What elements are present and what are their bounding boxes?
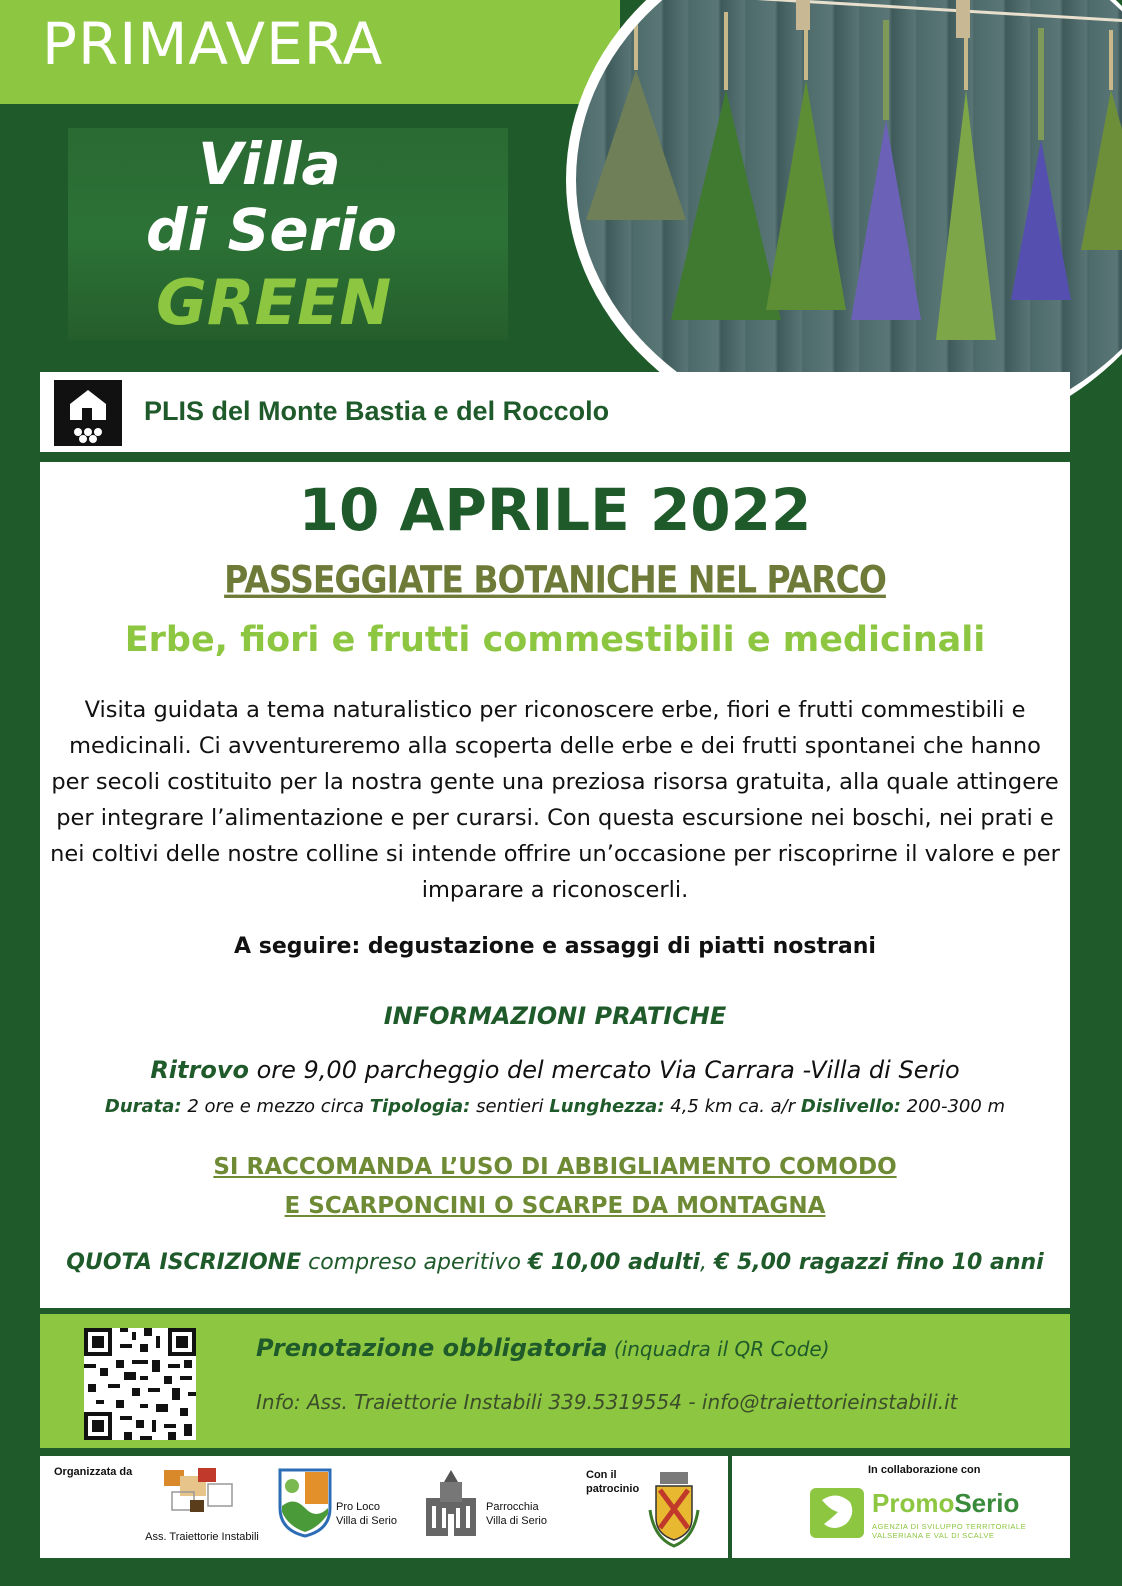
booking-note: (inquadra il QR Code) [607, 1337, 830, 1361]
type-label: Tipologia: [369, 1096, 471, 1117]
pro-loco-shield-icon [278, 1468, 332, 1538]
parish-name [486, 1500, 560, 1528]
logo-line-di-serio: di Serio [146, 196, 398, 264]
recommendation-line-2: E SCARPONCINI O SCARPE DA MONTAGNA [284, 1193, 826, 1219]
meeting-text: ore 9,00 parcheggio del mercato Via Carrara -Villa di Serio [248, 1056, 960, 1084]
parish-church-icon [420, 1468, 482, 1538]
park-name: PLIS del Monte Bastia e del Roccolo [144, 396, 610, 426]
season-bar [0, 0, 620, 104]
patronage-label [586, 1468, 646, 1496]
promoserio-name [872, 1488, 1019, 1519]
elevation-value: 200-300 m [900, 1096, 1006, 1117]
promoserio-mark-icon [810, 1488, 864, 1538]
footer-divider [728, 1456, 732, 1558]
pro-loco-line-1: Pro Loco [336, 1501, 381, 1513]
trip-details [40, 1096, 1070, 1117]
booking-line [256, 1334, 830, 1362]
length-value: 4,5 km ca. a/r [664, 1096, 801, 1117]
logo-line-villa: Villa [198, 130, 341, 198]
traiettorie-instabili-logo [158, 1466, 242, 1518]
event-panel [40, 462, 1070, 1308]
promo-part-a: Promo [872, 1488, 955, 1518]
pro-loco-line-2: Villa di Serio [336, 1515, 397, 1527]
promo-part-b: Serio [954, 1488, 1020, 1518]
season-label: PRIMAVERA [42, 10, 384, 78]
type-value: sentieri [470, 1096, 550, 1117]
organized-by-label: Organizzata da [54, 1466, 133, 1478]
promoserio-tagline: AGENZIA DI SVILUPPO TERRITORIALE VALSERIANA E VAL DI SCALVE [872, 1522, 1027, 1540]
pro-loco-name [336, 1500, 410, 1528]
meeting-point [40, 1056, 1070, 1084]
villa-di-serio-green-logo [68, 128, 508, 340]
footer-sponsors [40, 1456, 1070, 1558]
qr-code-icon[interactable] [84, 1328, 196, 1440]
patronage-line-1: Con il [586, 1469, 617, 1481]
patronage-line-2: patrocinio [586, 1483, 640, 1495]
parish-line-1: Parrocchia [486, 1501, 539, 1513]
recommendation-line-1: SI RACCOMANDA L’USO DI ABBIGLIAMENTO COMODO [213, 1154, 897, 1180]
fee-middle: compreso aperitivo [301, 1250, 528, 1275]
park-strip [40, 372, 1070, 452]
contact-info[interactable]: Info: Ass. Traiettorie Instabili 339.5319554 - info@traiettorieinstabili.it [256, 1390, 958, 1414]
event-title: PASSEGGIATE BOTANICHE NEL PARCO [224, 557, 886, 602]
fee-adults: € 10,00 adulti [527, 1250, 700, 1275]
logo-line-green: GREEN [156, 266, 392, 339]
duration-label: Durata: [104, 1096, 182, 1117]
collaboration-label: In collaborazione con [868, 1464, 981, 1476]
fee-label: QUOTA ISCRIZIONE [66, 1250, 302, 1275]
municipal-crest-icon [646, 1470, 702, 1548]
meeting-label: Ritrovo [150, 1056, 249, 1084]
fee-separator: , [699, 1250, 714, 1275]
info-heading: INFORMAZIONI PRATICHE [383, 1002, 727, 1030]
booking-label: Prenotazione obbligatoria [256, 1334, 608, 1362]
duration-value: 2 ore e mezzo circa [181, 1096, 370, 1117]
event-subtitle: Erbe, fiori e frutti commestibili e medicinali [124, 620, 986, 660]
org1-name: Ass. Traiettorie Instabili [145, 1531, 259, 1543]
fee-kids: € 5,00 ragazzi fino 10 anni [713, 1250, 1044, 1275]
event-date: 10 APRILE 2022 [298, 476, 812, 544]
registration-fee [40, 1250, 1070, 1275]
recommendation [40, 1148, 1070, 1226]
elevation-label: Dislivello: [800, 1096, 901, 1117]
parish-line-2: Villa di Serio [486, 1515, 547, 1527]
park-logo-icon [54, 380, 122, 446]
event-description: Visita guidata a tema naturalistico per riconoscere erbe, fiori e frutti commestibili e medicinali. Ci avventureremo alla scoperta delle erbe e dei frutti spontanei che hanno per secoli costituito per la nostra gente una preziosa risorsa gratuita, alla quale attingere per integrare l’alimentazione e per curarsi. Con questa escursione nei boschi, nei prati e nei coltivi delle nostre colline si intende offrire un’occasione per riscoprirne il valore e per imparare a riconoscerli. [50, 697, 1060, 903]
length-label: Lunghezza: [549, 1096, 665, 1117]
follow-up-text: A seguire: degustazione e assaggi di piatti nostrani [234, 934, 876, 959]
booking-band [40, 1314, 1070, 1448]
